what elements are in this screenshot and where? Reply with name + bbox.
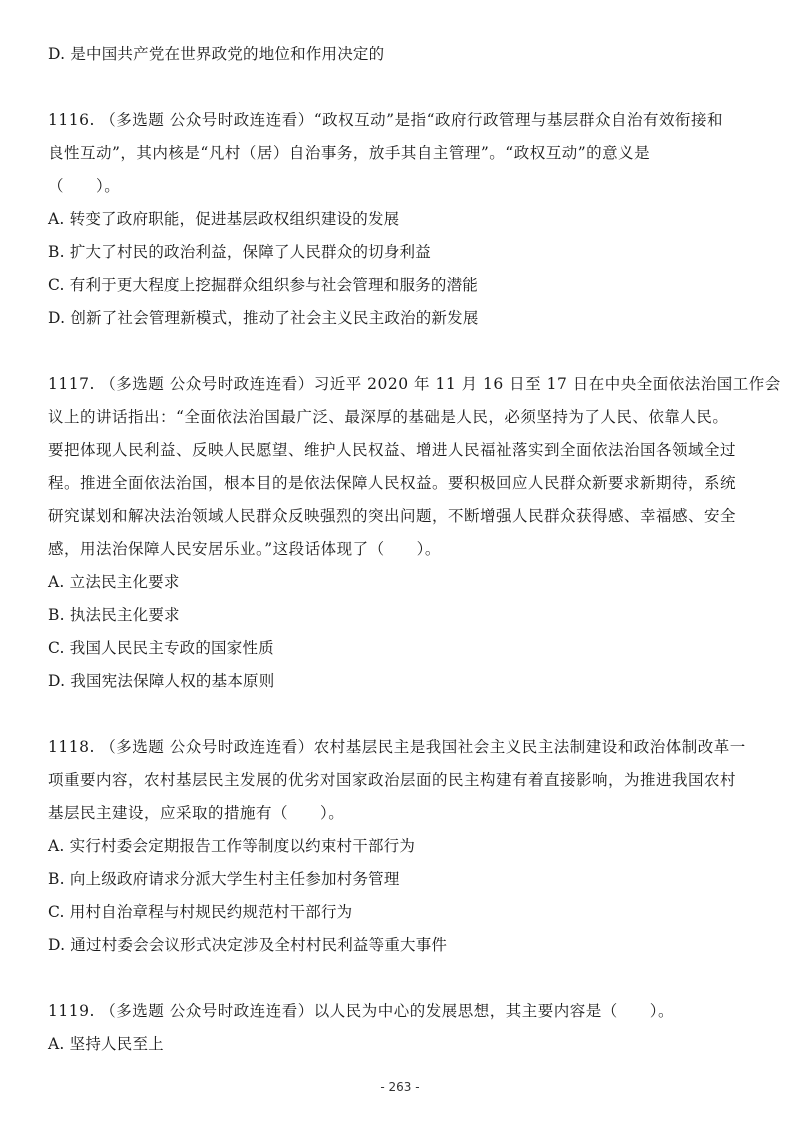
question-1116 — [48, 104, 756, 335]
option-a: A. 转变了政府职能，促进基层政权组织建设的发展 — [48, 210, 400, 228]
question-stem — [48, 995, 756, 1028]
question-1118 — [48, 731, 756, 962]
question-1119 — [48, 995, 756, 1061]
question-line: 1118. （多选题 公众号时政连连看）农村基层民主是我国社会主义民主法制建设和政治体制改革一 — [48, 738, 746, 756]
option-a: A. 坚持人民至上 — [48, 1035, 164, 1053]
question-line: 1117. （多选题 公众号时政连连看）习近平 2020 年 11 月 16 日至 17 日在中央全面依法治国工作会 — [48, 375, 781, 393]
question-stem — [48, 731, 756, 830]
question-line: 基层民主建设，应采取的措施有（ ）。 — [48, 804, 345, 822]
question-stem — [48, 368, 781, 566]
option-a: A. 立法民主化要求 — [48, 573, 180, 591]
question-line: 要把体现人民利益、反映人民愿望、维护人民权益、增进人民福祉落实到全面依法治国各领域全过 — [48, 441, 737, 459]
question-line: 良性互动”，其内核是“凡村（居）自治事务，放手其自主管理”。“政权互动”的意义是 — [48, 144, 651, 162]
option-d: D. 通过村委会会议形式决定涉及全村村民利益等重大事件 — [48, 936, 448, 954]
option-b: B. 扩大了村民的政治利益，保障了人民群众的切身利益 — [48, 243, 431, 261]
question-line: 项重要内容，农村基层民主发展的优劣对国家政治层面的民主构建有着直接影响，为推进我国农村 — [48, 771, 737, 789]
question-line: （ ）。 — [48, 177, 121, 195]
page-number: - 263 - — [380, 1080, 420, 1094]
question-1117 — [48, 368, 781, 698]
option-b: B. 执法民主化要求 — [48, 606, 180, 624]
question-line: 1119. （多选题 公众号时政连连看）以人民为中心的发展思想，其主要内容是（ ）。 — [48, 1002, 674, 1020]
spacer — [48, 335, 756, 368]
option-c: C. 有利于更大程度上挖掘群众组织参与社会管理和服务的潜能 — [48, 276, 478, 294]
question-stem — [48, 104, 756, 203]
question-line: 程。推进全面依法治国，根本目的是依法保障人民权益。要积极回应人民群众新要求新期待，系统 — [48, 474, 737, 492]
option-c: C. 我国人民民主专政的国家性质 — [48, 639, 274, 657]
spacer — [48, 698, 756, 731]
spacer — [48, 962, 756, 995]
question-line: 感，用法治保障人民安居乐业。”这段话体现了（ ）。 — [48, 540, 441, 558]
question-line: 议上的讲话指出：“全面依法治国最广泛、最深厚的基础是人民，必须坚持为了人民、依靠人民。 — [48, 408, 729, 426]
option-a: A. 实行村委会定期报告工作等制度以约束村干部行为 — [48, 837, 416, 855]
question-line: 研究谋划和解决法治领域人民群众反映强烈的突出问题，不断增强人民群众获得感、幸福感、安全 — [48, 507, 737, 525]
option-d: D. 我国宪法保障人权的基本原则 — [48, 672, 275, 690]
spacer — [48, 71, 756, 104]
option-c: C. 用村自治章程与村规民约规范村干部行为 — [48, 903, 353, 921]
question-line: 1116. （多选题 公众号时政连连看）“政权互动”是指“政府行政管理与基层群众自治有效衔接和 — [48, 111, 724, 129]
option-b: B. 向上级政府请求分派大学生村主任参加村务管理 — [48, 870, 400, 888]
prev-question-option-d: D. 是中国共产党在世界政党的地位和作用决定的 — [48, 45, 385, 63]
option-d: D. 创新了社会管理新模式，推动了社会主义民主政治的新发展 — [48, 309, 479, 327]
